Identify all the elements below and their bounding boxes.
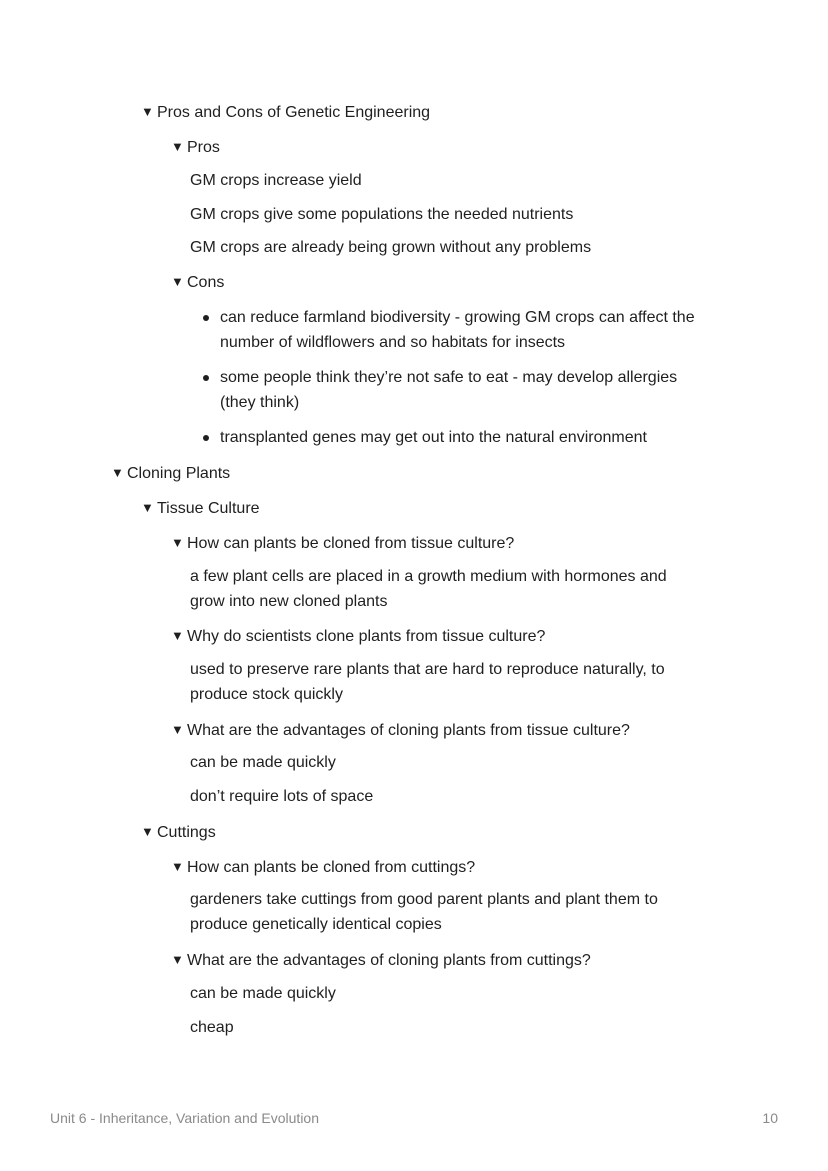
toggle-question[interactable]: [171, 623, 545, 649]
cons-item-line: (they think): [220, 394, 300, 411]
pros-item: GM crops give some populations the needed nutrients: [190, 206, 574, 223]
toggle-triangle-icon: ▼: [171, 139, 184, 154]
bullet-icon: [203, 315, 209, 321]
toggle-cloning-plants[interactable]: [111, 460, 230, 486]
question-text: Why do scientists clone plants from tissue culture?: [187, 628, 546, 645]
toggle-triangle-icon: ▼: [171, 722, 184, 737]
toggle-cuttings[interactable]: [141, 819, 216, 845]
heading-cloning-plants: Cloning Plants: [127, 465, 231, 482]
heading-cuttings: Cuttings: [157, 824, 216, 841]
toggle-triangle-icon: ▼: [171, 274, 184, 289]
heading-tissue-culture: Tissue Culture: [157, 500, 260, 517]
heading-cons: Cons: [187, 274, 225, 291]
heading-pros-cons: Pros and Cons of Genetic Engineering: [157, 104, 431, 121]
answer-line: grow into new cloned plants: [190, 593, 388, 610]
footer-page-number: 10: [762, 1110, 778, 1126]
answer-line: cheap: [190, 1019, 234, 1036]
toggle-triangle-icon: ▼: [141, 500, 154, 515]
answer-line: produce stock quickly: [190, 686, 343, 703]
pros-item: GM crops increase yield: [190, 172, 362, 189]
cons-item-line: transplanted genes may get out into the natural environment: [220, 429, 647, 446]
answer-line: a few plant cells are placed in a growth medium with hormones and: [190, 568, 667, 585]
toggle-pros-cons[interactable]: [141, 99, 430, 125]
answer-line: used to preserve rare plants that are hard to reproduce naturally, to: [190, 661, 665, 678]
question-text: How can plants be cloned from cuttings?: [187, 859, 476, 876]
pros-item: GM crops are already being grown without any problems: [190, 239, 592, 256]
toggle-question[interactable]: [171, 530, 514, 556]
answer-line: can be made quickly: [190, 754, 336, 771]
toggle-triangle-icon: ▼: [141, 104, 154, 119]
cons-item-line: number of wildflowers and so habitats for insects: [220, 334, 566, 351]
question-text: What are the advantages of cloning plants from tissue culture?: [187, 722, 630, 739]
toggle-triangle-icon: ▼: [171, 859, 184, 874]
bullet-icon: [203, 435, 209, 441]
toggle-triangle-icon: ▼: [171, 628, 184, 643]
toggle-question[interactable]: [171, 854, 475, 880]
toggle-cons[interactable]: [171, 269, 224, 295]
heading-pros: Pros: [187, 139, 220, 156]
toggle-triangle-icon: ▼: [111, 465, 124, 480]
toggle-triangle-icon: ▼: [141, 824, 154, 839]
bullet-icon: [203, 375, 209, 381]
question-text: What are the advantages of cloning plants from cuttings?: [187, 952, 591, 969]
toggle-question[interactable]: [171, 717, 630, 743]
answer-line: don’t require lots of space: [190, 788, 374, 805]
toggle-question[interactable]: [171, 947, 591, 973]
toggle-tissue-culture[interactable]: [141, 495, 260, 521]
toggle-triangle-icon: ▼: [171, 535, 184, 550]
footer-unit-title: Unit 6 - Inheritance, Variation and Evolution: [50, 1110, 320, 1126]
cons-item-line: some people think they’re not safe to eat - may develop allergies: [220, 369, 678, 386]
toggle-triangle-icon: ▼: [171, 952, 184, 967]
toggle-pros[interactable]: [171, 134, 220, 160]
answer-line: produce genetically identical copies: [190, 916, 442, 933]
answer-line: can be made quickly: [190, 985, 336, 1002]
cons-item-line: can reduce farmland biodiversity - growing GM crops can affect the: [220, 309, 695, 326]
answer-line: gardeners take cuttings from good parent plants and plant them to: [190, 891, 658, 908]
question-text: How can plants be cloned from tissue culture?: [187, 535, 515, 552]
